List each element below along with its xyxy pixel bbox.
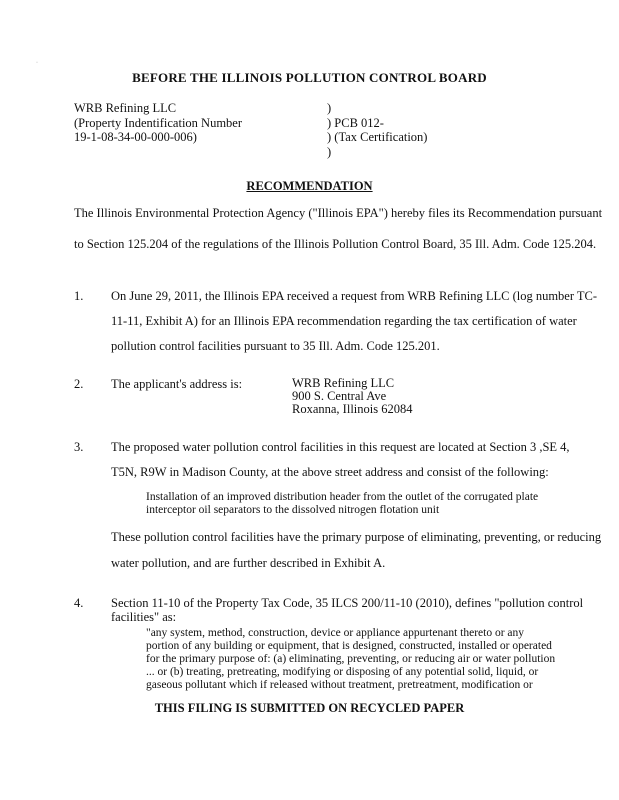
facility-item-line: Installation of an improved distribution header from the outlet of the corrugated plate [146,491,539,503]
caption-bracket: ) [327,144,332,159]
margin-mark: · [36,60,38,66]
applicant-address [292,377,412,416]
case-caption-right [327,101,427,159]
address-line: 900 S. Central Ave [292,389,387,403]
facility-item-line: interceptor oil separators to the dissolved nitrogen flotation unit [146,504,440,516]
intro-line: The Illinois Environmental Protection Agency ("Illinois EPA") hereby files its Recommendation pursuant [74,206,603,220]
caption-case-number: ) PCB 012- [327,115,384,130]
address-line: WRB Refining LLC [292,376,395,390]
case-caption-left [74,101,242,145]
recycled-paper-footer: THIS FILING IS SUBMITTED ON RECYCLED PAPER [154,701,465,715]
paragraph-line: On June 29, 2011, the Illinois EPA received a request from WRB Refining LLC (log number TC- [111,289,598,303]
quote-line: for the primary purpose of: (a) eliminating, preventing, or reducing air or water pollution [146,653,556,665]
paragraph-number: 3. [74,440,84,454]
paragraph-line: These pollution control facilities have the primary purpose of eliminating, preventing, or reducing [111,530,602,544]
caption-petitioner: WRB Refining LLC [74,101,177,115]
paragraph-line: 11-11, Exhibit A) for an Illinois EPA recommendation regarding the tax certification of water [111,314,577,328]
caption-case-type: ) (Tax Certification) [327,130,428,144]
paragraph-number: 2. [74,377,84,391]
paragraph-number: 1. [74,289,84,303]
paragraph-line: water pollution, and are further described in Exhibit A. [111,556,386,570]
quote-line: "any system, method, construction, device or appliance appurtenant thereto or any [146,627,525,639]
paragraph-line: The applicant's address is: [111,377,243,391]
document-title: BEFORE THE ILLINOIS POLLUTION CONTROL BOARD [132,70,487,85]
paragraph-line: T5N, R9W in Madison County, at the above street address and consist of the following: [111,465,549,479]
caption-pin-number: 19-1-08-34-00-000-006) [74,130,197,144]
quote-line: ... or (b) treating, pretreating, modifying or disposing of any potential solid, liquid, or [146,666,539,678]
paragraph-line: pollution control facilities pursuant to 35 Ill. Adm. Code 125.201. [111,339,440,353]
recommendation-heading: RECOMMENDATION [246,179,373,193]
intro-line: to Section 125.204 of the regulations of the Illinois Pollution Control Board, 35 Ill. Adm. Code 125.204. [74,237,597,251]
paragraph-line: facilities" as: [111,610,177,624]
paragraph-line: The proposed water pollution control facilities in this request are located at Section 3 ,SE 4, [111,440,570,454]
address-line: Roxanna, Illinois 62084 [292,402,413,416]
quote-line: portion of any building or equipment, that is designed, constructed, installed or operated [146,640,552,652]
paragraph-number: 4. [74,596,84,610]
caption-bracket: ) [327,101,332,115]
paragraph-line: Section 11-10 of the Property Tax Code, 35 ILCS 200/11-10 (2010), defines "pollution control [111,596,584,610]
quote-line: gaseous pollutant which if released without treatment, pretreatment, modification or [146,679,533,691]
caption-pin-label: (Property Indentification Number [74,115,243,130]
